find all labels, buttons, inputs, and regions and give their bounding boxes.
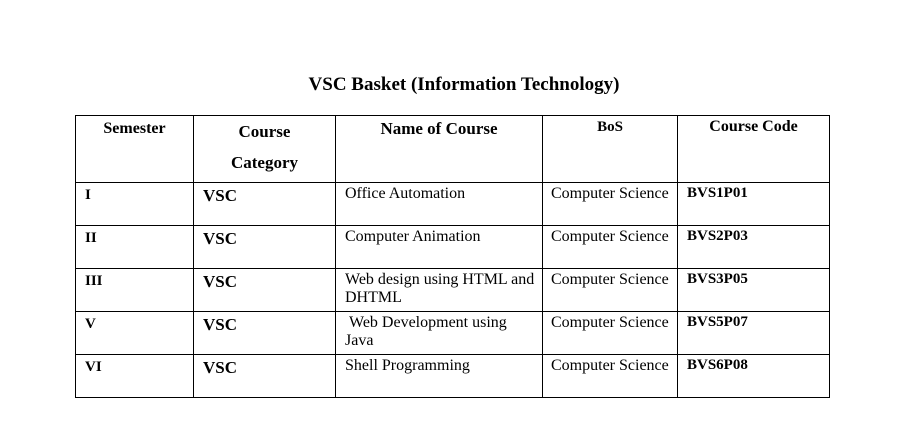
header-bos: BoS <box>543 116 678 183</box>
cell-category: VSC <box>194 226 336 269</box>
page-title: VSC Basket (Information Technology) <box>308 74 620 95</box>
cell-bos: Computer Science <box>543 355 678 398</box>
cell-course-name: Computer Animation <box>336 226 543 269</box>
cell-bos: Computer Science <box>543 312 678 355</box>
table-row <box>76 269 830 312</box>
cell-bos: Computer Science <box>543 226 678 269</box>
cell-bos: Computer Science <box>543 183 678 226</box>
cell-category: VSC <box>194 355 336 398</box>
cell-course-code: BVS5P07 <box>678 312 830 355</box>
header-semester: Semester <box>76 116 194 183</box>
vsc-course-table <box>75 115 830 398</box>
header-course-category <box>194 116 336 183</box>
header-course-category-line1: Course <box>238 122 291 141</box>
cell-semester: III <box>76 269 194 312</box>
cell-category: VSC <box>194 312 336 355</box>
table-row <box>76 355 830 398</box>
table-row <box>76 312 830 355</box>
cell-course-name: Office Automation <box>336 183 543 226</box>
cell-course-code: BVS6P08 <box>678 355 830 398</box>
header-course-category-line2: Category <box>230 153 299 172</box>
table-row <box>76 226 830 269</box>
cell-course-code: BVS2P03 <box>678 226 830 269</box>
cell-course-name: Web design using HTML and DHTML <box>336 269 543 312</box>
cell-semester: VI <box>76 355 194 398</box>
table-row <box>76 183 830 226</box>
cell-course-code: BVS3P05 <box>678 269 830 312</box>
cell-course-code: BVS1P01 <box>678 183 830 226</box>
cell-semester: V <box>76 312 194 355</box>
cell-course-name: Web Development using Java <box>336 312 543 355</box>
cell-category: VSC <box>194 269 336 312</box>
table-header-row <box>76 116 830 183</box>
header-name-of-course: Name of Course <box>336 116 543 183</box>
cell-bos: Computer Science <box>543 269 678 312</box>
cell-semester: II <box>76 226 194 269</box>
cell-category: VSC <box>194 183 336 226</box>
cell-semester: I <box>76 183 194 226</box>
cell-course-name: Shell Programming <box>336 355 543 398</box>
header-course-code: Course Code <box>678 116 830 183</box>
